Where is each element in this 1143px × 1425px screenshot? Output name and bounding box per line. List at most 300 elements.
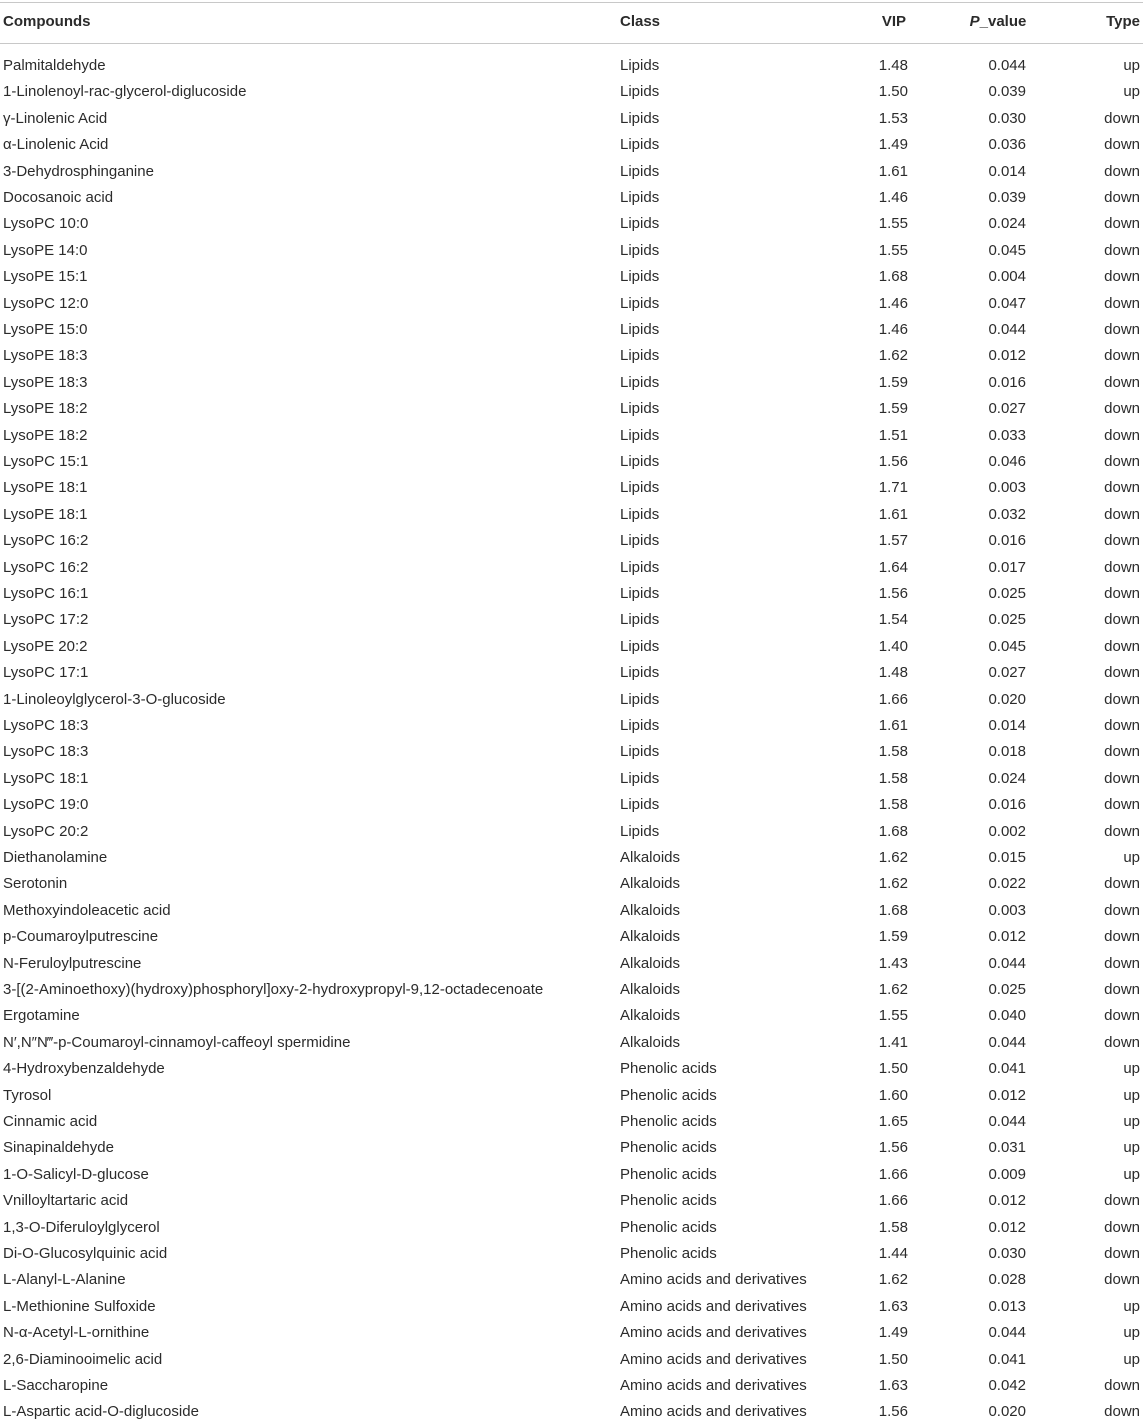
table-row xyxy=(0,1215,1143,1241)
p-value-cell: 0.036 xyxy=(988,136,1026,154)
type-cell: down xyxy=(1104,189,1140,206)
type-cell: down xyxy=(1104,268,1140,286)
class-cell: Lipids xyxy=(620,558,660,576)
p-value-cell: 0.012 xyxy=(988,1218,1026,1236)
header-compounds: Compounds xyxy=(3,13,91,30)
vip-cell: 1.50 xyxy=(878,83,908,101)
compound-cell: LysoPC 16:1 xyxy=(3,585,89,602)
table-row xyxy=(0,449,1143,475)
compound-cell: LysoPE 18:3 xyxy=(3,373,88,391)
type-cell: down xyxy=(1104,901,1140,919)
table-row xyxy=(0,1294,1143,1320)
class-cell: Lipids xyxy=(620,426,660,444)
header-p-rest: _value xyxy=(979,13,1027,30)
compound-cell: LysoPC 10:0 xyxy=(3,215,89,233)
type-cell: down xyxy=(1104,743,1140,761)
class-cell: Alkaloids xyxy=(620,981,681,998)
vip-cell: 1.60 xyxy=(878,1086,908,1104)
vip-cell: 1.62 xyxy=(878,981,908,998)
type-cell: down xyxy=(1104,1218,1140,1236)
class-cell: Alkaloids xyxy=(620,928,681,946)
class-cell: Lipids xyxy=(620,505,660,523)
p-value-cell: 0.025 xyxy=(988,981,1026,998)
compound-cell: LysoPE 18:2 xyxy=(3,426,88,444)
table-row xyxy=(0,1347,1143,1373)
table-row xyxy=(0,106,1143,132)
class-cell: Amino acids and derivatives xyxy=(620,1324,807,1342)
type-cell: up xyxy=(1123,1060,1140,1078)
p-value-cell: 0.020 xyxy=(988,1403,1026,1421)
class-cell: Phenolic acids xyxy=(620,1165,717,1183)
type-cell: up xyxy=(1123,1350,1140,1368)
class-cell: Phenolic acids xyxy=(620,1113,717,1130)
table-row xyxy=(0,792,1143,818)
type-cell: down xyxy=(1104,426,1140,444)
p-value-cell: 0.042 xyxy=(988,1377,1026,1394)
vip-cell: 1.49 xyxy=(878,136,908,154)
compound-cell: Palmitaldehyde xyxy=(3,57,106,74)
vip-cell: 1.62 xyxy=(878,1271,908,1289)
p-value-cell: 0.022 xyxy=(988,875,1026,893)
type-cell: down xyxy=(1104,558,1140,576)
table-row xyxy=(0,343,1143,369)
class-cell: Lipids xyxy=(620,321,660,338)
table-top-rule xyxy=(0,2,1143,3)
type-cell: down xyxy=(1104,1033,1140,1051)
table-row xyxy=(0,977,1143,1003)
class-cell: Phenolic acids xyxy=(620,1245,717,1262)
table-row xyxy=(0,79,1143,105)
compound-cell: 2,6-Diaminooimelic acid xyxy=(3,1350,163,1368)
p-value-cell: 0.015 xyxy=(988,849,1026,866)
compound-cell: LysoPC 18:3 xyxy=(3,743,89,761)
vip-cell: 1.62 xyxy=(878,347,908,365)
class-cell: Lipids xyxy=(620,373,660,391)
type-cell: down xyxy=(1104,717,1140,734)
class-cell: Alkaloids xyxy=(620,954,681,972)
compound-cell: LysoPC 20:2 xyxy=(3,822,89,840)
compound-cell: 3-[(2-Aminoethoxy)(hydroxy)phosphoryl]oxy-2-hydroxypropyl-9,12-octadecenoate xyxy=(3,981,544,998)
type-cell: up xyxy=(1123,1139,1140,1157)
compound-cell: γ-Linolenic Acid xyxy=(3,109,108,127)
header-p-italic: P xyxy=(969,13,980,30)
table-row xyxy=(0,687,1143,713)
p-value-cell: 0.028 xyxy=(988,1271,1026,1289)
compound-cell: Serotonin xyxy=(3,875,68,893)
type-cell: down xyxy=(1104,664,1140,682)
class-cell: Amino acids and derivatives xyxy=(620,1297,807,1315)
type-cell: down xyxy=(1104,532,1140,550)
compound-cell: LysoPE 14:0 xyxy=(3,241,88,259)
type-cell: up xyxy=(1123,1324,1140,1342)
p-value-cell: 0.003 xyxy=(988,479,1026,497)
compound-cell: LysoPC 16:2 xyxy=(3,532,89,550)
compound-cell: 4-Hydroxybenzaldehyde xyxy=(3,1060,165,1078)
compound-cell: α-Linolenic Acid xyxy=(3,136,109,154)
p-value-cell: 0.030 xyxy=(988,109,1026,127)
vip-cell: 1.68 xyxy=(878,822,908,840)
vip-cell: 1.61 xyxy=(878,505,908,523)
vip-cell: 1.64 xyxy=(878,558,908,576)
p-value-cell: 0.016 xyxy=(988,796,1026,814)
vip-cell: 1.62 xyxy=(878,875,908,893)
type-cell: up xyxy=(1123,1113,1140,1130)
class-cell: Lipids xyxy=(620,400,660,418)
type-cell: down xyxy=(1104,215,1140,233)
type-cell: up xyxy=(1123,1165,1140,1183)
type-cell: up xyxy=(1123,1086,1140,1104)
table-row xyxy=(0,1056,1143,1082)
vip-cell: 1.59 xyxy=(878,400,908,418)
vip-cell: 1.40 xyxy=(878,637,908,655)
compound-cell: 1,3-O-Diferuloylglycerol xyxy=(3,1218,160,1236)
p-value-cell: 0.012 xyxy=(988,928,1026,946)
vip-cell: 1.50 xyxy=(878,1060,908,1078)
class-cell: Lipids xyxy=(620,717,660,734)
p-value-cell: 0.024 xyxy=(988,215,1026,233)
class-cell: Lipids xyxy=(620,479,660,497)
type-cell: down xyxy=(1104,241,1140,259)
compound-cell: LysoPC 17:1 xyxy=(3,664,89,682)
p-value-cell: 0.044 xyxy=(988,1324,1026,1342)
class-cell: Lipids xyxy=(620,241,660,259)
vip-cell: 1.58 xyxy=(878,1218,908,1236)
p-value-cell: 0.003 xyxy=(988,901,1026,919)
table-row xyxy=(0,1003,1143,1029)
vip-cell: 1.53 xyxy=(878,109,908,127)
vip-cell: 1.62 xyxy=(878,849,908,866)
table-row xyxy=(0,898,1143,924)
type-cell: up xyxy=(1123,83,1140,101)
type-cell: down xyxy=(1104,1192,1140,1210)
compound-cell: LysoPE 15:1 xyxy=(3,268,88,286)
compound-cell: LysoPC 18:3 xyxy=(3,717,89,734)
vip-cell: 1.71 xyxy=(878,479,908,497)
p-value-cell: 0.033 xyxy=(988,426,1026,444)
p-value-cell: 0.012 xyxy=(988,1086,1026,1104)
table-row xyxy=(0,1267,1143,1293)
compound-cell: L-Methionine Sulfoxide xyxy=(3,1297,156,1315)
class-cell: Alkaloids xyxy=(620,901,681,919)
class-cell: Lipids xyxy=(620,822,660,840)
type-cell: down xyxy=(1104,373,1140,391)
compound-cell: LysoPE 20:2 xyxy=(3,637,88,655)
table-row xyxy=(0,132,1143,158)
compound-cell: LysoPC 17:2 xyxy=(3,611,89,629)
type-cell: down xyxy=(1104,479,1140,497)
type-cell: down xyxy=(1104,1271,1140,1289)
class-cell: Lipids xyxy=(620,664,660,682)
table-row xyxy=(0,634,1143,660)
table-header-row xyxy=(0,9,1143,35)
table-row xyxy=(0,238,1143,264)
table-row xyxy=(0,1399,1143,1425)
type-cell: up xyxy=(1123,1297,1140,1315)
class-cell: Lipids xyxy=(620,268,660,286)
class-cell: Alkaloids xyxy=(620,875,681,893)
p-value-cell: 0.044 xyxy=(988,321,1026,338)
vip-cell: 1.66 xyxy=(878,1192,908,1210)
class-cell: Amino acids and derivatives xyxy=(620,1403,807,1421)
type-cell: down xyxy=(1104,109,1140,127)
class-cell: Alkaloids xyxy=(620,1007,681,1025)
class-cell: Lipids xyxy=(620,637,660,655)
class-cell: Lipids xyxy=(620,585,660,602)
compound-cell: LysoPC 15:1 xyxy=(3,453,89,470)
p-value-cell: 0.014 xyxy=(988,717,1026,734)
p-value-cell: 0.020 xyxy=(988,690,1026,708)
vip-cell: 1.58 xyxy=(878,796,908,814)
p-value-cell: 0.039 xyxy=(988,189,1026,206)
vip-cell: 1.63 xyxy=(878,1377,908,1394)
vip-cell: 1.55 xyxy=(878,241,908,259)
compound-cell: 1-O-Salicyl-D-glucose xyxy=(3,1165,149,1183)
table-row xyxy=(0,528,1143,554)
vip-cell: 1.57 xyxy=(878,532,908,550)
table-row xyxy=(0,713,1143,739)
table-row xyxy=(0,845,1143,871)
class-cell: Lipids xyxy=(620,690,660,708)
p-value-cell: 0.044 xyxy=(988,1113,1026,1130)
type-cell: down xyxy=(1104,505,1140,523)
compound-cell: LysoPE 18:2 xyxy=(3,400,88,418)
p-value-cell: 0.040 xyxy=(988,1007,1026,1025)
table-row xyxy=(0,1188,1143,1214)
p-value-cell: 0.030 xyxy=(988,1245,1026,1262)
vip-cell: 1.55 xyxy=(878,1007,908,1025)
compound-cell: N-α-Acetyl-L-ornithine xyxy=(3,1324,150,1342)
table-header-rule xyxy=(0,43,1143,44)
vip-cell: 1.41 xyxy=(878,1033,908,1051)
type-cell: down xyxy=(1104,162,1140,180)
class-cell: Lipids xyxy=(620,453,660,470)
table-row xyxy=(0,53,1143,79)
p-value-cell: 0.016 xyxy=(988,373,1026,391)
table-row xyxy=(0,396,1143,422)
type-cell: up xyxy=(1123,57,1140,74)
vip-cell: 1.51 xyxy=(878,426,908,444)
compound-cell: LysoPE 18:3 xyxy=(3,347,88,365)
header-vip: VIP xyxy=(881,13,906,30)
vip-cell: 1.46 xyxy=(878,294,908,312)
compound-cell: Ergotamine xyxy=(3,1007,80,1025)
compound-cell: L-Aspartic acid-O-diglucoside xyxy=(3,1403,199,1421)
table-row xyxy=(0,1320,1143,1346)
compound-cell: L-Alanyl-L-Alanine xyxy=(3,1271,126,1289)
p-value-cell: 0.024 xyxy=(988,769,1026,787)
table-row xyxy=(0,1241,1143,1267)
type-cell: down xyxy=(1104,611,1140,629)
vip-cell: 1.48 xyxy=(878,664,908,682)
p-value-cell: 0.002 xyxy=(988,822,1026,840)
vip-cell: 1.58 xyxy=(878,743,908,761)
p-value-cell: 0.025 xyxy=(988,611,1026,629)
type-cell: down xyxy=(1104,928,1140,946)
p-value-cell: 0.045 xyxy=(988,241,1026,259)
vip-cell: 1.68 xyxy=(878,268,908,286)
type-cell: down xyxy=(1104,453,1140,470)
type-cell: down xyxy=(1104,1007,1140,1025)
compound-cell: LysoPE 15:0 xyxy=(3,321,88,338)
vip-cell: 1.66 xyxy=(878,1165,908,1183)
table-row xyxy=(0,185,1143,211)
compound-cell: Diethanolamine xyxy=(3,849,108,866)
header-class: Class xyxy=(620,13,661,30)
compound-cell: p-Coumaroylputrescine xyxy=(3,928,159,946)
table-row xyxy=(0,370,1143,396)
compound-cell: LysoPC 12:0 xyxy=(3,294,89,312)
p-value-cell: 0.009 xyxy=(988,1165,1026,1183)
type-cell: down xyxy=(1104,822,1140,840)
type-cell: down xyxy=(1104,400,1140,418)
p-value-cell: 0.044 xyxy=(988,954,1026,972)
table-row xyxy=(0,607,1143,633)
header-p-value xyxy=(960,9,1036,35)
type-cell: down xyxy=(1104,637,1140,655)
type-cell: down xyxy=(1104,954,1140,972)
class-cell: Alkaloids xyxy=(620,1033,681,1051)
table-row xyxy=(0,211,1143,237)
table-row xyxy=(0,1135,1143,1161)
table-row xyxy=(0,819,1143,845)
table-row xyxy=(0,159,1143,185)
table-row xyxy=(0,1162,1143,1188)
p-value-cell: 0.012 xyxy=(988,1192,1026,1210)
compound-cell: Methoxyindoleacetic acid xyxy=(3,901,171,919)
p-value-cell: 0.017 xyxy=(988,558,1026,576)
type-cell: down xyxy=(1104,796,1140,814)
table-row xyxy=(0,1109,1143,1135)
type-cell: down xyxy=(1104,136,1140,154)
vip-cell: 1.48 xyxy=(878,57,908,74)
vip-cell: 1.54 xyxy=(878,611,908,629)
compound-cell: LysoPC 16:2 xyxy=(3,558,89,576)
table-row xyxy=(0,924,1143,950)
table-row xyxy=(0,475,1143,501)
type-cell: down xyxy=(1104,321,1140,338)
p-value-cell: 0.045 xyxy=(988,637,1026,655)
compound-cell: LysoPC 19:0 xyxy=(3,796,89,814)
class-cell: Lipids xyxy=(620,189,660,206)
p-value-cell: 0.047 xyxy=(988,294,1026,312)
p-value-cell: 0.016 xyxy=(988,532,1026,550)
vip-cell: 1.49 xyxy=(878,1324,908,1342)
p-value-cell: 0.014 xyxy=(988,162,1026,180)
compound-cell: 3-Dehydrosphinganine xyxy=(3,162,154,180)
p-value-cell: 0.004 xyxy=(988,268,1026,286)
class-cell: Lipids xyxy=(620,743,660,761)
p-value-cell: 0.046 xyxy=(988,453,1026,470)
type-cell: down xyxy=(1104,1377,1140,1394)
p-value-cell: 0.031 xyxy=(988,1139,1026,1157)
class-cell: Lipids xyxy=(620,215,660,233)
compound-cell: Di-O-Glucosylquinic acid xyxy=(3,1245,168,1262)
table-row xyxy=(0,581,1143,607)
p-value-cell: 0.044 xyxy=(988,57,1026,74)
class-cell: Alkaloids xyxy=(620,849,681,866)
p-value-cell: 0.039 xyxy=(988,83,1026,101)
p-value-cell: 0.041 xyxy=(988,1350,1026,1368)
p-value-cell: 0.032 xyxy=(988,505,1026,523)
vip-cell: 1.56 xyxy=(878,1403,908,1421)
compound-cell: N′,N″N‴-p-Coumaroyl-cinnamoyl-caffeoyl spermidine xyxy=(3,1033,351,1051)
class-cell: Lipids xyxy=(620,532,660,550)
vip-cell: 1.43 xyxy=(878,954,908,972)
table-row xyxy=(0,871,1143,897)
compound-cell: Cinnamic acid xyxy=(3,1113,98,1130)
p-value-cell: 0.041 xyxy=(988,1060,1026,1078)
header-type: Type xyxy=(1106,13,1140,30)
vip-cell: 1.63 xyxy=(878,1297,908,1315)
table-row xyxy=(0,423,1143,449)
class-cell: Amino acids and derivatives xyxy=(620,1350,807,1368)
vip-cell: 1.46 xyxy=(878,189,908,206)
vip-cell: 1.59 xyxy=(878,373,908,391)
table-row xyxy=(0,739,1143,765)
class-cell: Phenolic acids xyxy=(620,1192,717,1210)
compound-cell: LysoPC 18:1 xyxy=(3,769,89,787)
p-value-cell: 0.044 xyxy=(988,1033,1026,1051)
table-row xyxy=(0,317,1143,343)
vip-cell: 1.66 xyxy=(878,690,908,708)
table-row xyxy=(0,1030,1143,1056)
vip-cell: 1.68 xyxy=(878,901,908,919)
compound-cell: LysoPE 18:1 xyxy=(3,479,88,497)
type-cell: down xyxy=(1104,347,1140,365)
type-cell: down xyxy=(1104,585,1140,602)
type-cell: down xyxy=(1104,875,1140,893)
class-cell: Lipids xyxy=(620,611,660,629)
class-cell: Lipids xyxy=(620,347,660,365)
compound-cell: 1-Linolenoyl-rac-glycerol-diglucoside xyxy=(3,83,247,101)
table-row xyxy=(0,264,1143,290)
class-cell: Phenolic acids xyxy=(620,1218,717,1236)
compound-cell: LysoPE 18:1 xyxy=(3,505,88,523)
p-value-cell: 0.012 xyxy=(988,347,1026,365)
class-cell: Lipids xyxy=(620,294,660,312)
vip-cell: 1.56 xyxy=(878,453,908,470)
p-value-cell: 0.027 xyxy=(988,664,1026,682)
table-row xyxy=(0,951,1143,977)
class-cell: Phenolic acids xyxy=(620,1139,717,1157)
vip-cell: 1.56 xyxy=(878,1139,908,1157)
vip-cell: 1.46 xyxy=(878,321,908,338)
table-row xyxy=(0,1373,1143,1399)
vip-cell: 1.55 xyxy=(878,215,908,233)
compound-cell: Tyrosol xyxy=(3,1086,52,1104)
p-value-cell: 0.018 xyxy=(988,743,1026,761)
vip-cell: 1.56 xyxy=(878,585,908,602)
table-row xyxy=(0,502,1143,528)
class-cell: Lipids xyxy=(620,109,660,127)
compound-cell: Sinapinaldehyde xyxy=(3,1139,114,1157)
vip-cell: 1.61 xyxy=(878,162,908,180)
vip-cell: 1.61 xyxy=(878,717,908,734)
p-value-cell: 0.027 xyxy=(988,400,1026,418)
vip-cell: 1.58 xyxy=(878,769,908,787)
class-cell: Phenolic acids xyxy=(620,1086,717,1104)
vip-cell: 1.65 xyxy=(878,1113,908,1130)
class-cell: Lipids xyxy=(620,162,660,180)
compound-cell: L-Saccharopine xyxy=(3,1377,109,1394)
class-cell: Phenolic acids xyxy=(620,1060,717,1078)
type-cell: up xyxy=(1123,849,1140,866)
p-value-cell: 0.013 xyxy=(988,1297,1026,1315)
vip-cell: 1.44 xyxy=(878,1245,908,1262)
class-cell: Lipids xyxy=(620,57,660,74)
type-cell: down xyxy=(1104,981,1140,998)
compound-cell: N-Feruloylputrescine xyxy=(3,954,142,972)
